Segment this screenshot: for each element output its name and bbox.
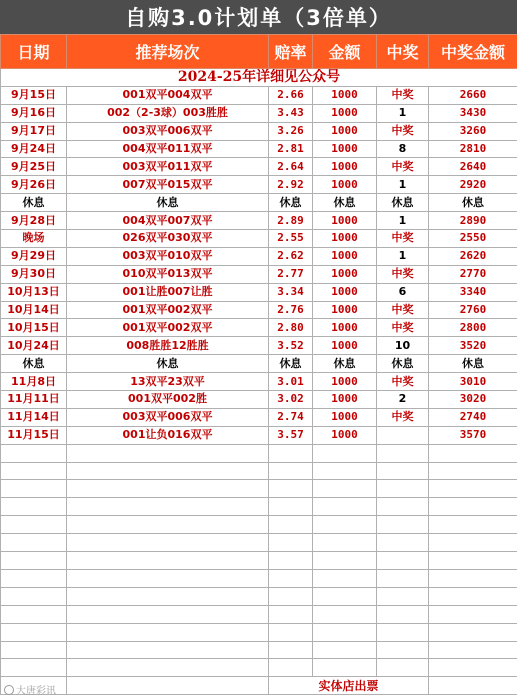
table-row — [1, 194, 517, 212]
win-cell: 1 — [377, 176, 429, 194]
date-cell: 休息 — [1, 355, 67, 373]
amount-cell: 1000 — [313, 212, 377, 230]
empty-cell — [1, 480, 67, 498]
empty-row — [1, 552, 517, 570]
empty-cell — [429, 444, 517, 462]
table-row — [1, 319, 517, 337]
empty-cell — [269, 659, 313, 677]
payout-cell: 2800 — [429, 319, 517, 337]
empty-cell — [67, 516, 269, 534]
amount-cell: 1000 — [313, 391, 377, 409]
empty-cell — [377, 641, 429, 659]
amount-cell: 1000 — [313, 86, 377, 104]
match-cell: 13双平23双平 — [67, 373, 269, 391]
table-row — [1, 355, 517, 373]
empty-cell — [67, 498, 269, 516]
empty-cell — [313, 659, 377, 677]
payout-cell: 3570 — [429, 426, 517, 444]
empty-cell — [313, 462, 377, 480]
match-cell: 004双平011双平 — [67, 140, 269, 158]
empty-row — [1, 641, 517, 659]
empty-cell — [1, 587, 67, 605]
amount-cell: 1000 — [313, 122, 377, 140]
win-cell: 10 — [377, 337, 429, 355]
amount-cell: 1000 — [313, 265, 377, 283]
payout-cell: 2890 — [429, 212, 517, 230]
match-cell: 002（2-3球）003胜胜 — [67, 104, 269, 122]
table-row — [1, 176, 517, 194]
payout-cell: 2550 — [429, 230, 517, 248]
header-date: 日期 — [1, 35, 67, 69]
empty-cell — [429, 659, 517, 677]
win-cell: 中奖 — [377, 230, 429, 248]
odds-cell: 2.89 — [269, 212, 313, 230]
table-row — [1, 104, 517, 122]
subtitle: 2024-25年详细见公众号 — [1, 69, 517, 87]
empty-row — [1, 498, 517, 516]
empty-cell — [269, 534, 313, 552]
amount-cell: 1000 — [313, 319, 377, 337]
empty-cell — [429, 552, 517, 570]
payout-cell: 3260 — [429, 122, 517, 140]
match-cell: 003双平006双平 — [67, 408, 269, 426]
header-win: 中奖 — [377, 35, 429, 69]
empty-cell — [1, 605, 67, 623]
empty-cell — [269, 480, 313, 498]
match-cell: 001让负016双平 — [67, 426, 269, 444]
payout-cell: 2620 — [429, 247, 517, 265]
empty-cell — [67, 605, 269, 623]
empty-cell — [313, 498, 377, 516]
empty-cell — [1, 498, 67, 516]
empty-row — [1, 569, 517, 587]
amount-cell: 1000 — [313, 176, 377, 194]
empty-cell — [1, 516, 67, 534]
payout-cell: 3010 — [429, 373, 517, 391]
date-cell: 休息 — [1, 194, 67, 212]
win-cell — [377, 426, 429, 444]
empty-cell — [269, 587, 313, 605]
empty-cell — [377, 462, 429, 480]
odds-cell: 2.74 — [269, 408, 313, 426]
empty-cell — [67, 569, 269, 587]
date-cell: 10月13日 — [1, 283, 67, 301]
empty-cell — [313, 444, 377, 462]
odds-cell: 2.80 — [269, 319, 313, 337]
empty-cell — [269, 552, 313, 570]
date-cell: 9月17日 — [1, 122, 67, 140]
empty-cell — [1, 569, 67, 587]
win-cell: 1 — [377, 247, 429, 265]
table-row — [1, 158, 517, 176]
empty-cell — [269, 462, 313, 480]
watermark — [4, 682, 56, 697]
empty-cell — [429, 605, 517, 623]
empty-cell — [429, 677, 517, 695]
empty-row — [1, 659, 517, 677]
amount-cell: 1000 — [313, 140, 377, 158]
payout-cell: 2770 — [429, 265, 517, 283]
empty-cell — [429, 462, 517, 480]
table-row — [1, 391, 517, 409]
odds-cell: 2.62 — [269, 247, 313, 265]
empty-row — [1, 623, 517, 641]
date-cell: 9月28日 — [1, 212, 67, 230]
empty-cell — [67, 587, 269, 605]
match-cell: 001双平002双平 — [67, 319, 269, 337]
amount-cell: 1000 — [313, 301, 377, 319]
table-row — [1, 247, 517, 265]
odds-cell: 休息 — [269, 355, 313, 373]
empty-cell — [377, 444, 429, 462]
date-cell: 9月25日 — [1, 158, 67, 176]
empty-row — [1, 444, 517, 462]
empty-cell — [67, 462, 269, 480]
payout-cell: 2920 — [429, 176, 517, 194]
win-cell: 1 — [377, 104, 429, 122]
amount-cell: 1000 — [313, 247, 377, 265]
match-cell: 008胜胜12胜胜 — [67, 337, 269, 355]
match-cell: 休息 — [67, 194, 269, 212]
amount-cell: 1000 — [313, 337, 377, 355]
date-cell: 9月26日 — [1, 176, 67, 194]
match-cell: 003双平006双平 — [67, 122, 269, 140]
odds-cell: 3.43 — [269, 104, 313, 122]
odds-cell: 2.66 — [269, 86, 313, 104]
payout-cell: 3430 — [429, 104, 517, 122]
amount-cell: 休息 — [313, 355, 377, 373]
amount-cell: 1000 — [313, 408, 377, 426]
match-cell: 001双平002胜 — [67, 391, 269, 409]
amount-cell: 1000 — [313, 283, 377, 301]
empty-cell — [377, 516, 429, 534]
payout-cell: 休息 — [429, 194, 517, 212]
empty-cell — [1, 641, 67, 659]
empty-cell — [67, 659, 269, 677]
match-cell: 休息 — [67, 355, 269, 373]
table-row — [1, 373, 517, 391]
empty-row — [1, 462, 517, 480]
empty-cell — [67, 444, 269, 462]
empty-cell — [67, 677, 269, 695]
footer-note: 实体店出票 — [269, 677, 429, 695]
sheet-title: 自购3.0计划单（3倍单） — [0, 0, 517, 34]
empty-cell — [313, 534, 377, 552]
table-row — [1, 265, 517, 283]
payout-cell: 2760 — [429, 301, 517, 319]
empty-cell — [377, 605, 429, 623]
amount-cell: 1000 — [313, 426, 377, 444]
empty-cell — [429, 587, 517, 605]
match-cell: 001双平002双平 — [67, 301, 269, 319]
date-cell: 11月11日 — [1, 391, 67, 409]
empty-cell — [1, 462, 67, 480]
date-cell: 9月30日 — [1, 265, 67, 283]
table-row — [1, 140, 517, 158]
table-row — [1, 283, 517, 301]
odds-cell: 2.55 — [269, 230, 313, 248]
table-row — [1, 122, 517, 140]
match-cell: 003双平011双平 — [67, 158, 269, 176]
match-cell: 026双平030双平 — [67, 230, 269, 248]
odds-cell: 3.02 — [269, 391, 313, 409]
odds-cell: 休息 — [269, 194, 313, 212]
date-cell: 晚场 — [1, 230, 67, 248]
empty-cell — [377, 480, 429, 498]
footer-row — [1, 677, 517, 695]
table-row — [1, 212, 517, 230]
table-row — [1, 426, 517, 444]
date-cell: 10月15日 — [1, 319, 67, 337]
match-cell: 007双平015双平 — [67, 176, 269, 194]
watermark-logo-icon — [4, 685, 14, 695]
payout-cell: 3340 — [429, 283, 517, 301]
empty-cell — [313, 552, 377, 570]
odds-cell: 2.81 — [269, 140, 313, 158]
payout-cell: 2810 — [429, 140, 517, 158]
odds-cell: 3.57 — [269, 426, 313, 444]
amount-cell: 1000 — [313, 230, 377, 248]
empty-cell — [377, 587, 429, 605]
empty-row — [1, 480, 517, 498]
empty-cell — [269, 516, 313, 534]
win-cell: 2 — [377, 391, 429, 409]
win-cell: 休息 — [377, 355, 429, 373]
date-cell: 10月24日 — [1, 337, 67, 355]
win-cell: 中奖 — [377, 86, 429, 104]
win-cell: 中奖 — [377, 408, 429, 426]
empty-cell — [429, 480, 517, 498]
date-cell: 11月14日 — [1, 408, 67, 426]
empty-cell — [313, 480, 377, 498]
empty-cell — [377, 623, 429, 641]
empty-cell — [269, 569, 313, 587]
empty-row — [1, 534, 517, 552]
empty-row — [1, 605, 517, 623]
empty-cell — [67, 641, 269, 659]
empty-cell — [377, 498, 429, 516]
odds-cell: 3.34 — [269, 283, 313, 301]
empty-cell — [1, 444, 67, 462]
odds-cell: 3.01 — [269, 373, 313, 391]
empty-cell — [269, 444, 313, 462]
empty-cell — [313, 605, 377, 623]
payout-cell: 2660 — [429, 86, 517, 104]
watermark-text: 大唐彩讯 — [16, 686, 56, 697]
match-cell: 001让胜007让胜 — [67, 283, 269, 301]
plan-table — [0, 34, 517, 695]
header-payout: 中奖金额 — [429, 35, 517, 69]
win-cell: 中奖 — [377, 319, 429, 337]
empty-cell — [429, 641, 517, 659]
odds-cell: 3.52 — [269, 337, 313, 355]
empty-cell — [313, 641, 377, 659]
table-row — [1, 301, 517, 319]
payout-cell: 2740 — [429, 408, 517, 426]
payout-cell: 休息 — [429, 355, 517, 373]
empty-cell — [429, 569, 517, 587]
odds-cell: 2.64 — [269, 158, 313, 176]
empty-cell — [67, 623, 269, 641]
empty-cell — [377, 534, 429, 552]
empty-cell — [429, 534, 517, 552]
table-row — [1, 230, 517, 248]
date-cell: 9月15日 — [1, 86, 67, 104]
empty-cell — [313, 587, 377, 605]
date-cell: 9月29日 — [1, 247, 67, 265]
header-amount: 金额 — [313, 35, 377, 69]
win-cell: 中奖 — [377, 158, 429, 176]
odds-cell: 2.76 — [269, 301, 313, 319]
win-cell: 中奖 — [377, 301, 429, 319]
amount-cell: 休息 — [313, 194, 377, 212]
empty-cell — [1, 534, 67, 552]
empty-cell — [269, 605, 313, 623]
win-cell: 1 — [377, 212, 429, 230]
match-cell: 003双平010双平 — [67, 247, 269, 265]
empty-cell — [377, 552, 429, 570]
amount-cell: 1000 — [313, 158, 377, 176]
date-cell: 10月14日 — [1, 301, 67, 319]
odds-cell: 2.77 — [269, 265, 313, 283]
odds-cell: 2.92 — [269, 176, 313, 194]
header-match: 推荐场次 — [67, 35, 269, 69]
amount-cell: 1000 — [313, 373, 377, 391]
empty-cell — [1, 623, 67, 641]
empty-cell — [1, 659, 67, 677]
empty-cell — [67, 480, 269, 498]
header-row — [1, 35, 517, 69]
empty-row — [1, 516, 517, 534]
date-cell: 9月16日 — [1, 104, 67, 122]
empty-cell — [269, 623, 313, 641]
empty-cell — [313, 623, 377, 641]
match-cell: 004双平007双平 — [67, 212, 269, 230]
win-cell: 中奖 — [377, 265, 429, 283]
win-cell: 中奖 — [377, 122, 429, 140]
empty-cell — [269, 641, 313, 659]
table-row — [1, 408, 517, 426]
empty-cell — [1, 552, 67, 570]
empty-cell — [429, 516, 517, 534]
table-row — [1, 86, 517, 104]
payout-cell: 3520 — [429, 337, 517, 355]
empty-cell — [313, 516, 377, 534]
empty-cell — [269, 498, 313, 516]
empty-cell — [67, 552, 269, 570]
date-cell: 9月24日 — [1, 140, 67, 158]
date-cell: 11月15日 — [1, 426, 67, 444]
payout-cell: 3020 — [429, 391, 517, 409]
match-cell: 010双平013双平 — [67, 265, 269, 283]
empty-cell — [377, 569, 429, 587]
empty-cell — [313, 569, 377, 587]
date-cell: 11月8日 — [1, 373, 67, 391]
empty-cell — [429, 498, 517, 516]
amount-cell: 1000 — [313, 104, 377, 122]
payout-cell: 2640 — [429, 158, 517, 176]
win-cell: 中奖 — [377, 373, 429, 391]
empty-cell — [67, 534, 269, 552]
table-row — [1, 337, 517, 355]
header-odds: 赔率 — [269, 35, 313, 69]
subtitle-row — [1, 69, 517, 87]
empty-cell — [429, 623, 517, 641]
odds-cell: 3.26 — [269, 122, 313, 140]
match-cell: 001双平004双平 — [67, 86, 269, 104]
win-cell: 休息 — [377, 194, 429, 212]
empty-row — [1, 587, 517, 605]
win-cell: 8 — [377, 140, 429, 158]
win-cell: 6 — [377, 283, 429, 301]
empty-cell — [377, 659, 429, 677]
